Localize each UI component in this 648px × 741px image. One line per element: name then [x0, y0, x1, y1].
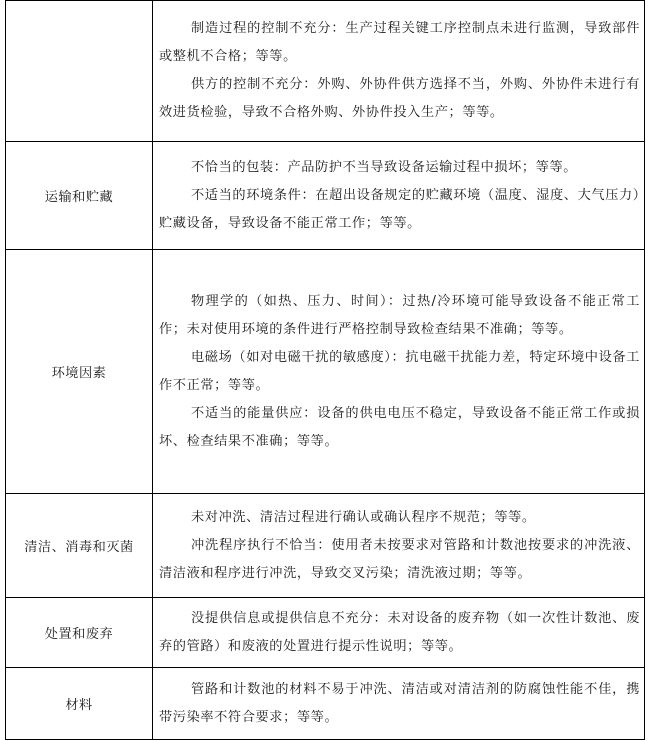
- hazard-table: [5, 0, 645, 740]
- table-row-transport-storage: [6, 142, 645, 250]
- description-cell: [153, 1, 645, 142]
- description-paragraph: 不适当的环境条件：在超出设备规定的贮藏环境（温度、湿度、大气压力）贮藏设备，导致设备不能正常工作；等等。: [159, 187, 640, 231]
- description-paragraph: 没提供信息或提供信息不充分：未对设备的废弃物（如一次性计数池、废弃的管路）和废液的处置进行提示性说明；等等。: [159, 610, 640, 654]
- table-row-manufacturing: [6, 1, 645, 142]
- description-paragraph: 未对冲洗、清洁过程进行确认或确认程序不规范；等等。: [191, 509, 536, 525]
- category-cell: 运输和贮藏: [6, 142, 153, 250]
- description-paragraph: 不恰当的包装：产品防护不当导致设备运输过程中损坏；等等。: [191, 159, 578, 175]
- description-paragraph: 供方的控制不充分：外购、外协件供方选择不当，外购、外协件未进行有效进货检验，导致不合格外购、外协件投入生产；等等。: [159, 77, 640, 120]
- description-cell: [153, 250, 645, 494]
- description-cell: [153, 494, 645, 598]
- description-cell: [153, 598, 645, 668]
- category-cell: 环境因素: [6, 250, 153, 494]
- description-cell: [153, 142, 645, 250]
- description-paragraph: 电磁场（如对电磁干扰的敏感度）：抗电磁干扰能力差，特定环境中设备工作不正常；等等。: [159, 349, 640, 393]
- table-row-materials: [6, 668, 645, 740]
- category-cell: 清洁、消毒和灭菌: [6, 494, 153, 598]
- description-paragraph: 物理学的（如热、压力、时间）：过热/冷环境可能导致设备不能正常工作；未对使用环境的条件进行严格控制导致检查结果不准确；等等。: [159, 293, 640, 337]
- description-paragraph: 制造过程的控制不充分：生产过程关键工序控制点未进行监测，导致部件或整机不合格；等等。: [159, 21, 640, 64]
- description-paragraph: 管路和计数池的材料不易于冲洗、清洁或对清洁剂的防腐蚀性能不佳，携带污染率不符合要求；等等。: [159, 681, 640, 725]
- table-row-cleaning: [6, 494, 645, 598]
- table-row-environment: [6, 250, 645, 494]
- description-cell: [153, 668, 645, 740]
- description-paragraph: 不适当的能量供应：设备的供电电压不稳定，导致设备不能正常工作或损坏、检查结果不准确；等等。: [159, 405, 640, 449]
- category-cell: [6, 1, 153, 142]
- category-cell: 处置和废弃: [6, 598, 153, 668]
- description-paragraph: 冲洗程序执行不恰当：使用者未按要求对管路和计数池按要求的冲洗液、清洁液和程序进行冲洗，导致交叉污染；清洗液过期；等等。: [159, 537, 640, 581]
- table-row-disposal: [6, 598, 645, 668]
- category-cell: 材料: [6, 668, 153, 740]
